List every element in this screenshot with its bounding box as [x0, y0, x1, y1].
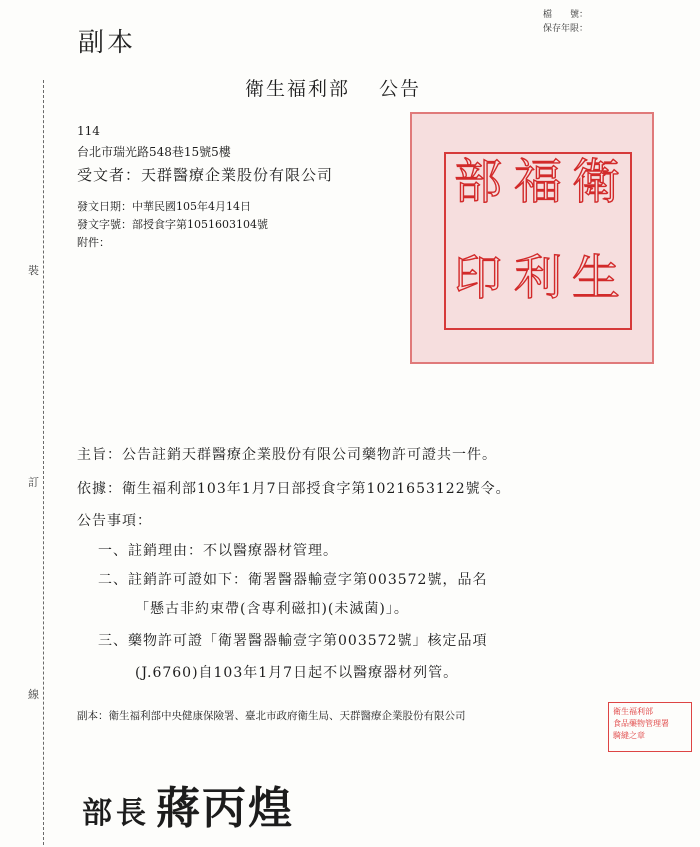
item-text: 藥物許可證「衛署醫器輸壹字第003572號」核定品項	[128, 633, 488, 649]
margin-char-ding: 訂	[28, 476, 39, 489]
seal-char-6: 印	[454, 250, 503, 306]
attachment-line	[77, 234, 110, 250]
issue-date-line	[77, 198, 251, 214]
doc-number: 部授食字第1051603104號	[132, 218, 268, 231]
doc-number-label: 發文字號：	[77, 218, 132, 231]
document-title: 衛生福利部 公告	[245, 78, 422, 100]
seal-char-2: 生	[572, 250, 621, 306]
recipient-label: 受文者：	[77, 166, 142, 184]
margin-char-xian: 線	[28, 688, 39, 701]
basis-label: 依據：	[77, 481, 122, 497]
file-number-label: 檔 號：	[543, 10, 589, 20]
official-seal	[410, 112, 654, 364]
cc-line	[77, 708, 466, 723]
issue-date: 中華民國105年4月14日	[132, 200, 251, 213]
seal-char-1: 衛	[572, 154, 621, 210]
seam-stamp-line: 食品藥物管理署	[613, 719, 669, 728]
item-text: 註銷理由：不以醫療器材管理。	[128, 543, 338, 559]
seal-char-4: 利	[514, 250, 563, 306]
address: 台北市瑞光路548巷15號5樓	[77, 145, 231, 159]
attachment-label: 附件：	[77, 236, 110, 249]
issue-date-label: 發文日期：	[77, 200, 132, 213]
item-text: 註銷許可證如下：衛署醫器輸壹字第003572號，品名	[128, 572, 488, 588]
seal-char-3: 福	[514, 154, 563, 210]
seal-border	[444, 152, 632, 330]
item-1	[98, 540, 338, 560]
item-number: 三、	[98, 633, 128, 649]
retention-period	[543, 22, 588, 36]
item-number: 二、	[98, 572, 128, 588]
doc-number-line	[77, 216, 268, 232]
copy-mark: 副本	[78, 28, 137, 58]
seam-stamp-line: 騎縫之章	[613, 731, 645, 740]
signature-name: 蔣丙煌	[156, 783, 294, 834]
minister-signature	[82, 772, 294, 836]
item-number: 一、	[98, 543, 128, 559]
file-meta	[543, 8, 588, 36]
binding-margin-line	[43, 80, 44, 845]
item-2	[98, 569, 487, 589]
seam-stamp-line: 衛生福利部	[613, 707, 653, 716]
basis: 衛生福利部103年1月7日部授食字第1021653122號令。	[122, 481, 511, 497]
postal-code: 114	[77, 124, 100, 138]
subject-label: 主旨：	[77, 447, 122, 463]
announcement-heading: 公告事項：	[77, 513, 152, 529]
seam-stamp	[608, 702, 692, 752]
retention-period-label: 保存年限：	[543, 24, 589, 34]
item-3	[98, 630, 487, 650]
basis-line	[77, 478, 511, 498]
subject-line	[77, 444, 497, 464]
recipient: 天群醫療企業股份有限公司	[141, 166, 334, 184]
subject: 公告註銷天群醫療企業股份有限公司藥物許可證共一件。	[122, 447, 497, 463]
item-3-continued: (J.6760)自103年1月7日起不以醫療器材列管。	[135, 665, 459, 681]
signature-title: 部長	[82, 796, 150, 831]
item-2-continued: 「懸古非約束帶(含專利磁扣)(未滅菌)」。	[135, 601, 409, 617]
file-number	[543, 8, 588, 22]
seal-char-5: 部	[454, 154, 503, 210]
margin-char-zhuang: 裝	[28, 264, 39, 277]
cc-recipients: 衛生福利部中央健康保險署、臺北市政府衛生局、天群醫療企業股份有限公司	[108, 710, 466, 722]
recipient-line	[77, 164, 333, 185]
cc-label: 副本：	[77, 710, 109, 722]
